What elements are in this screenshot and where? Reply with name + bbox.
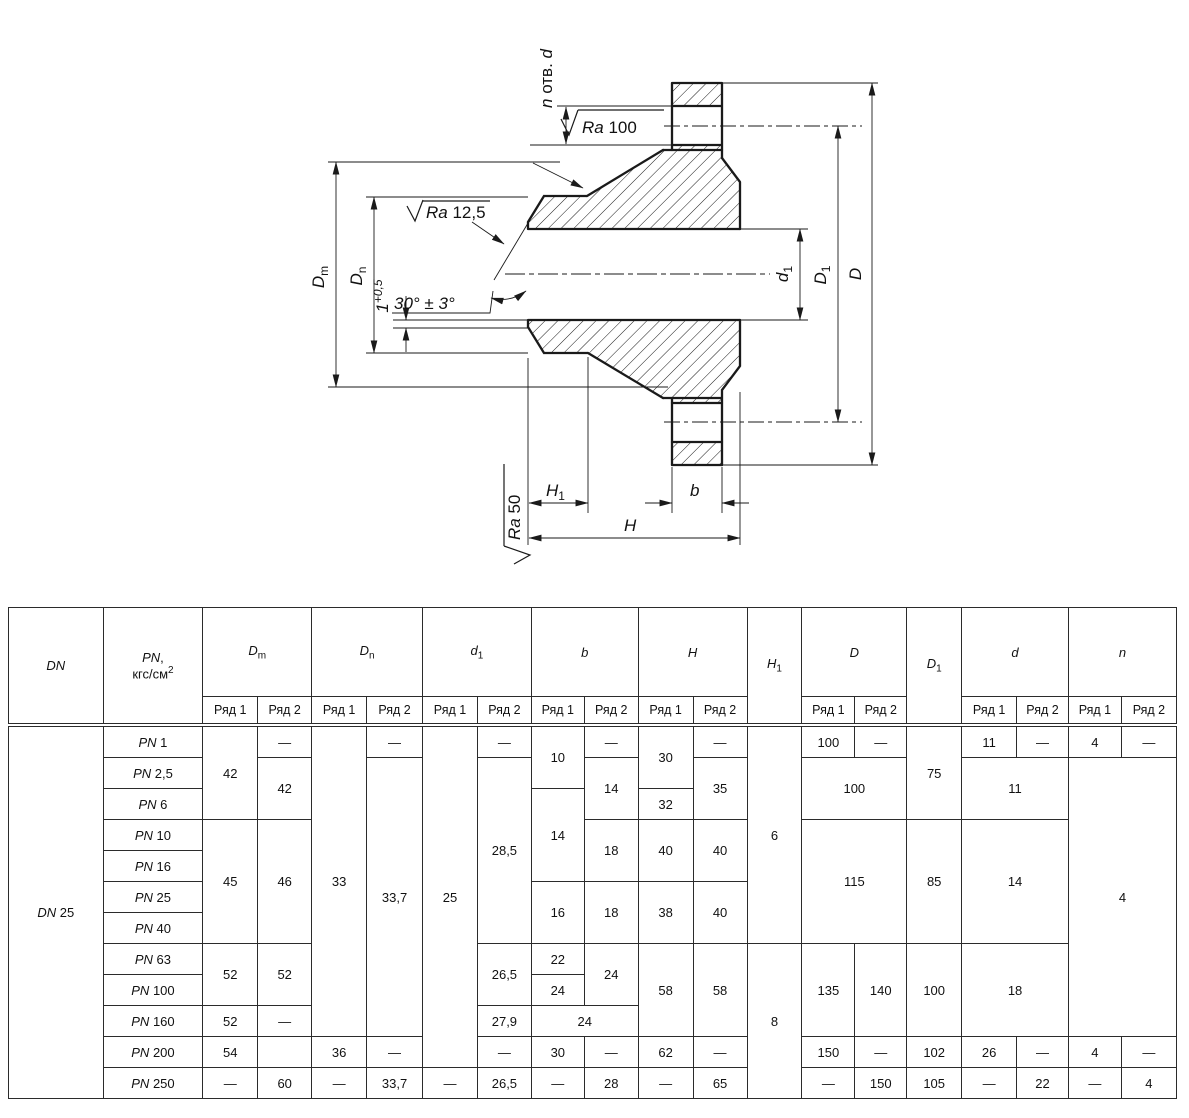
value-cell: 4 — [1068, 758, 1176, 1037]
value-cell: 18 — [584, 820, 638, 882]
col-header: PN, кгс/$см^2$ — [103, 608, 203, 726]
pn-cell: PN 40 — [103, 913, 203, 944]
empty-value-cell: — — [1121, 725, 1176, 758]
empty-value-cell: — — [693, 725, 747, 758]
col-header: n — [1068, 608, 1176, 697]
empty-value-cell: — — [477, 725, 531, 758]
value-cell: 100 — [802, 758, 907, 820]
value-cell: 18 — [584, 882, 638, 944]
col-header: d — [962, 608, 1069, 697]
empty-value-cell: — — [962, 1068, 1017, 1099]
value-cell: 26 — [962, 1037, 1017, 1068]
value-cell: 52 — [203, 944, 258, 1006]
row-2-subheader: Ряд 2 — [855, 697, 907, 726]
value-cell: 4 — [1121, 1068, 1176, 1099]
value-cell: 28,5 — [477, 758, 531, 944]
value-cell: 135 — [802, 944, 855, 1037]
value-cell: 85 — [907, 820, 962, 944]
ra125-label: Ra 12,5 — [426, 203, 486, 222]
dim-H1-label: $H_1$ — [546, 481, 565, 503]
bore-depth-label: $1^{+0,5}$ — [371, 279, 392, 313]
value-cell: 105 — [907, 1068, 962, 1099]
value-cell: 52 — [203, 1006, 258, 1037]
dim-Dn-label: $D_n$ — [347, 266, 369, 286]
value-cell: 100 — [802, 725, 855, 758]
empty-value-cell: — — [584, 725, 638, 758]
row-1-subheader: Ряд 1 — [312, 697, 367, 726]
value-cell: 24 — [531, 975, 584, 1006]
empty-value-cell: — — [584, 1037, 638, 1068]
value-cell: 4 — [1068, 1037, 1121, 1068]
dim-Dm-label: $D_m$ — [309, 265, 331, 289]
empty-value-cell: — — [1017, 725, 1069, 758]
empty-value-cell: — — [258, 725, 312, 758]
value-cell: 52 — [258, 944, 312, 1006]
value-cell: 54 — [203, 1037, 258, 1068]
empty-value-cell: — — [312, 1068, 367, 1099]
value-cell: 58 — [693, 944, 747, 1037]
row-2-subheader: Ряд 2 — [1121, 697, 1176, 726]
row-1-subheader: Ряд 1 — [638, 697, 693, 726]
pn-cell: PN 1 — [103, 725, 203, 758]
value-cell: 30 — [638, 725, 693, 789]
value-cell: 33,7 — [367, 758, 423, 1037]
value-cell: 32 — [638, 789, 693, 820]
value-cell: 24 — [584, 944, 638, 1006]
value-cell: 22 — [1017, 1068, 1069, 1099]
value-cell: 38 — [638, 882, 693, 944]
value-cell: 58 — [638, 944, 693, 1037]
flange-dimension-table — [8, 607, 1177, 1099]
empty-value-cell: — — [855, 725, 907, 758]
col-header: $D_n$ — [312, 608, 423, 697]
value-cell: 16 — [531, 882, 584, 944]
value-cell: 36 — [312, 1037, 367, 1068]
value-cell: 42 — [203, 725, 258, 820]
value-cell: 8 — [747, 944, 802, 1099]
row-1-subheader: Ряд 1 — [203, 697, 258, 726]
value-cell: 150 — [802, 1037, 855, 1068]
row-1-subheader: Ряд 1 — [531, 697, 584, 726]
value-cell: 65 — [693, 1068, 747, 1099]
value-cell: 4 — [1068, 725, 1121, 758]
empty-value-cell: — — [531, 1068, 584, 1099]
value-cell: 10 — [531, 725, 584, 789]
empty-value-cell: — — [693, 1037, 747, 1068]
pn-cell: PN 16 — [103, 851, 203, 882]
dim-D-label: D — [846, 267, 865, 281]
value-cell: 140 — [855, 944, 907, 1037]
empty-value-cell: — — [855, 1037, 907, 1068]
col-header: $H_1$ — [747, 608, 802, 726]
row-1-subheader: Ряд 1 — [423, 697, 478, 726]
dim-b-label: b — [690, 481, 700, 500]
row-2-subheader: Ряд 2 — [1017, 697, 1069, 726]
value-cell: 11 — [962, 758, 1069, 820]
col-header: $D_m$ — [203, 608, 312, 697]
value-cell: 40 — [638, 820, 693, 882]
value-cell: 42 — [258, 758, 312, 820]
row-2-subheader: Ряд 2 — [693, 697, 747, 726]
ra100-label: Ra 100 — [582, 118, 637, 137]
value-cell: 40 — [693, 820, 747, 882]
pn-cell: PN 160 — [103, 1006, 203, 1037]
value-cell: 27,9 — [477, 1006, 531, 1037]
pn-cell: PN 200 — [103, 1037, 203, 1068]
value-cell: 45 — [203, 820, 258, 944]
value-cell: 14 — [584, 758, 638, 820]
empty-value-cell: — — [1068, 1068, 1121, 1099]
row-2-subheader: Ряд 2 — [367, 697, 423, 726]
angle-label: 30° ± 3° — [394, 294, 455, 313]
empty-value-cell: — — [1121, 1037, 1176, 1068]
pn-cell: PN 6 — [103, 789, 203, 820]
empty-value-cell: — — [367, 725, 423, 758]
value-cell: 150 — [855, 1068, 907, 1099]
row-2-subheader: Ряд 2 — [477, 697, 531, 726]
pn-cell: PN 100 — [103, 975, 203, 1006]
value-cell: 46 — [258, 820, 312, 944]
value-cell: 75 — [907, 725, 962, 820]
value-cell: 22 — [531, 944, 584, 975]
value-cell: 11 — [962, 725, 1017, 758]
value-cell: 28 — [584, 1068, 638, 1099]
pn-cell: PN 10 — [103, 820, 203, 851]
empty-value-cell: — — [638, 1068, 693, 1099]
value-cell: 60 — [258, 1068, 312, 1099]
row-2-subheader: Ряд 2 — [584, 697, 638, 726]
pn-cell: PN 63 — [103, 944, 203, 975]
value-cell: 6 — [747, 725, 802, 944]
empty-value-cell: — — [258, 1006, 312, 1037]
value-cell: 100 — [907, 944, 962, 1037]
value-cell: 115 — [802, 820, 907, 944]
col-header: H — [638, 608, 747, 697]
value-cell: 14 — [962, 820, 1069, 944]
row-1-subheader: Ряд 1 — [1068, 697, 1121, 726]
empty-value-cell: — — [477, 1037, 531, 1068]
col-header: D — [802, 608, 907, 697]
pn-cell: PN 25 — [103, 882, 203, 913]
extension-lines — [328, 83, 878, 545]
value-cell: 14 — [531, 789, 584, 882]
pn-cell: PN 2,5 — [103, 758, 203, 789]
value-cell: 26,5 — [477, 1068, 531, 1099]
row-1-subheader: Ряд 1 — [802, 697, 855, 726]
dim-D1-label: $D_1$ — [811, 265, 833, 285]
empty-value-cell: — — [423, 1068, 478, 1099]
empty-value-cell: — — [802, 1068, 855, 1099]
value-cell: 40 — [693, 882, 747, 944]
dn-cell: DN 25 — [9, 725, 104, 1099]
col-header: DN — [9, 608, 104, 726]
row-2-subheader: Ряд 2 — [258, 697, 312, 726]
empty-value-cell: — — [367, 1037, 423, 1068]
value-cell: 26,5 — [477, 944, 531, 1006]
empty-value-cell: — — [203, 1068, 258, 1099]
col-header: $d_1$ — [423, 608, 532, 697]
row-1-subheader: Ряд 1 — [962, 697, 1017, 726]
value-cell: 30 — [531, 1037, 584, 1068]
dimension-table-wrap — [8, 607, 1180, 1099]
col-header: $D_1$ — [907, 608, 962, 726]
empty-value-cell: — — [1017, 1037, 1069, 1068]
value-cell: 33 — [312, 725, 367, 1037]
value-cell: 25 — [423, 725, 478, 1068]
value-cell: 62 — [638, 1037, 693, 1068]
drawing-labels — [309, 48, 865, 540]
pn-cell: PN 250 — [103, 1068, 203, 1099]
value-cell: 33,7 — [367, 1068, 423, 1099]
value-cell: 35 — [693, 758, 747, 820]
value-cell — [258, 1037, 312, 1068]
n-holes-label: n отв. d — [537, 48, 556, 108]
value-cell: 18 — [962, 944, 1069, 1037]
value-cell: 24 — [531, 1006, 638, 1037]
dim-H-label: H — [624, 516, 637, 535]
ra50-label: Ra 50 — [505, 494, 524, 540]
value-cell: 102 — [907, 1037, 962, 1068]
dim-d1-label: $d_1$ — [773, 265, 795, 283]
col-header: b — [531, 608, 638, 697]
